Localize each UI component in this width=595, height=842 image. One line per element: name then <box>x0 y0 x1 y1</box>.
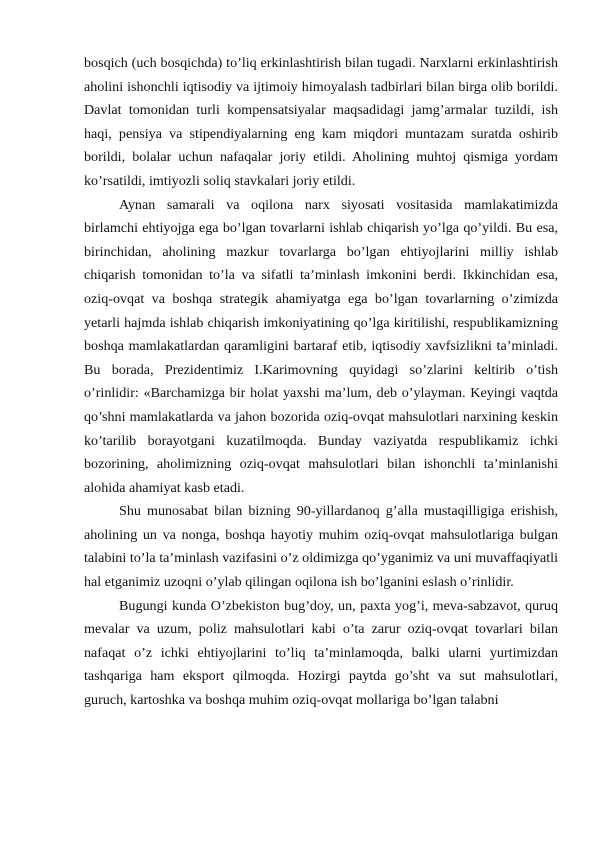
paragraph-4: Bugungi kunda O’zbekiston bug’doy, un, paxta yog’i, meva-sabzavot, quruq mevalar va uzum, poliz mahsulotlari kabi o’ta zarur oziq-ovqat tovarlari bilan nafaqat o’z ichki ehtiyojlarini to’liq ta’minlamoqda, balki ularni yurtimizdan tashqariga ham eksport qilmoqda. Hozirgi paytda go’sht va sut mahsulotlari, guruch, kartoshka va boshqa muhim oziq-ovqat mollariga bo’lgan talabni <box>84 597 558 709</box>
paragraph-2: Aynan samarali va oqilona narx siyosati vositasida mamlakatimizda birlamchi ehtiyojga ega bo’lgan tovarlarni ishlab chiqarish yo’lga qo’yildi. Bu esa, birinchidan, aholining mazkur tovarlarga bo’lgan ehtiyojlarini milliy ishlab chiqarish tomonidan to’la va sifatli ta’minlash imkonini berdi. Ikkinchidan esa, oziq-ovqat va boshqa strategik ahamiyatga ega bo’lgan tovarlarning o’zimizda yetarli hajmda ishlab chiqarish imkoniyatining qo’lga kiritilishi, respublikamizning boshqa mamlakatlardan qaramligini bartaraf etib, iqtisodiy xavfsizlikni ta’minladi. Bu borada, Prezidentimiz I.Karimovning quyidagi so’zlarini keltirib o’tish o’rinlidir: «Barchamizga bir holat yaxshi ma’lum, deb o’ylayman. Keyingi vaqtda qo’shni mamlakatlarda va jahon bozorida oziq-ovqat mahsulotlari narxining keskin ko’tarilib borayotgani kuzatilmoqda. Bunday vaziyatda respublikamiz ichki bozorining, aholimizning oziq-ovqat mahsulotlari bilan ishonchli ta’minlanishi alohida ahamiyat kasb etadi. <box>84 196 558 496</box>
paragraph-1: bosqich (uch bosqichda) to’liq erkinlashtirish bilan tugadi. Narxlarni erkinlashtirish aholini ishonchli iqtisodiy va ijtimoiy himoyalash tadbirlari bilan birga olib borildi. Davlat tomonidan turli kompensatsiyalar maqsadidagi jamg’armalar tuzildi, ish haqi, pensiya va stipendiyalarning eng kam miqdori muntazam suratda oshirib borildi, bolalar uchun nafaqalar joriy etildi. Aholining muhtoj qismiga yordam ko’rsatildi, imtiyozli soliq stavkalari joriy etildi. <box>84 55 558 189</box>
paragraph-3: Shu munosabat bilan bizning 90-yillardanoq g’alla mustaqilligiga erishish, aholining un va nonga, boshqa hayotiy muhim oziq-ovqat mahsulotlariga bulgan talabini to’la ta’minlash vazifasini o’z oldimizga qo’yganimiz va uni muvaffaqiyatli hal etganimiz uzoqni o’ylab qilingan oqilona ish bo’lganini eslash o’rinlidir. <box>84 503 558 591</box>
document-page <box>84 52 558 713</box>
